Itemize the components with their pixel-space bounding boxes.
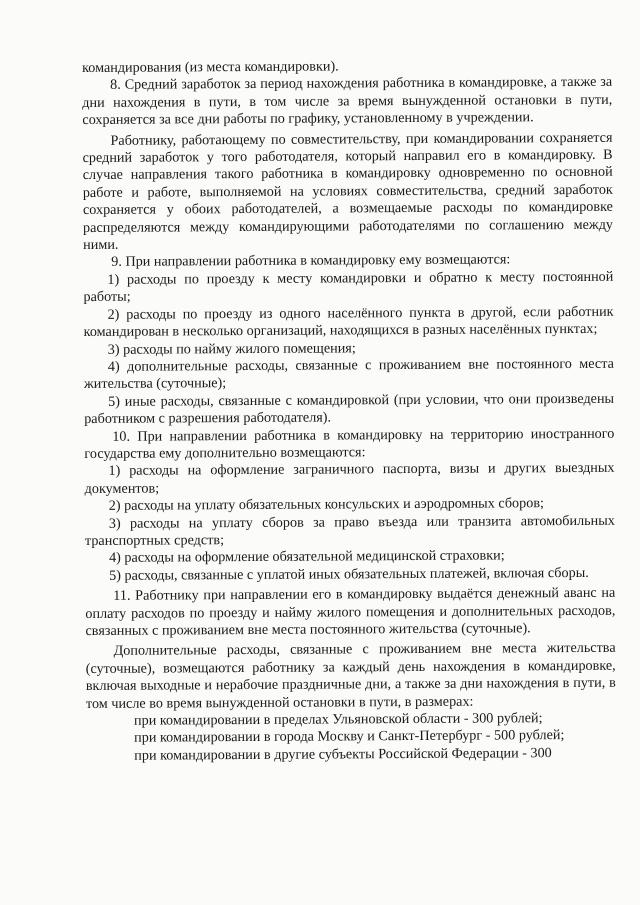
paragraph-item-10: 10. При направлении работника в командировку на территорию иностранного государства ему дополнительно возмещаются: bbox=[84, 425, 615, 462]
list-item-10-3: 3) расходы на уплату сборов за право въезда или транзита автомобильных транспортных средств; bbox=[84, 512, 615, 549]
list-item-10-2: 2) расходы на уплату обязательных консульских и аэродромных сборов; bbox=[108, 495, 545, 515]
list-item-10-4: 4) расходы на оформление обязательной медицинской страховки; bbox=[108, 547, 505, 567]
rate-ulyanovsk: при командировании в пределах Ульяновской области - 300 рублей; bbox=[133, 710, 543, 729]
document-body bbox=[82, 57, 616, 765]
paragraph-item-8: 8. Средний заработок за период нахождения работника в командировке, а также за дни нахождения в пути, в том числе за время вынужденной остановки в пути, сохраняется за все дни работы по графику, установленному в учреждении. bbox=[82, 74, 613, 129]
rate-other-regions: при командировании в другие субъекты Российской Федерации - 300 bbox=[134, 744, 552, 764]
list-item-9-2: 2) расходы по проезду из одного населённого пункта в другой, если работник командирован в несколько организаций, находящихся в разных населённых пунктах; bbox=[83, 303, 614, 341]
list-item-9-4: 4) дополнительные расходы, связанные с проживанием вне постоянного места жительства (суточные); bbox=[83, 355, 614, 393]
paragraph-continuation: командирования (из места командировки). bbox=[82, 58, 339, 76]
paragraph-part-time: Работнику, работающему по совместительству, при командировании сохраняется средний заработок у того работодателя, который направил его в командировку. В случае направления такого работника в командировку одновременно по основной работе и работе, выполняемой на условиях совместительства, средний заработок сохраняется у обоих работодателей, а возмещаемые расходы по командировке распределяются между командирующими работодателями по соглашению между ними. bbox=[82, 129, 614, 254]
paragraph-item-9: 9. При направлении работника в командировку ему возмещаются: bbox=[111, 251, 511, 271]
list-item-10-5: 5) расходы, связанные с уплатой иных обязательных платежей, включая сборы. bbox=[109, 564, 589, 584]
list-item-10-1: 1) расходы на оформление заграничного паспорта, визы и других выездных документов; bbox=[84, 460, 615, 497]
list-item-9-3: 3) расходы по найму жилого помещения; bbox=[107, 339, 356, 358]
list-item-9-5: 5) иные расходы, связанные с командировкой (при условии, что они произведены работником с разрешения работодателя). bbox=[84, 390, 615, 428]
paragraph-per-diem: Дополнительные расходы, связанные с проживанием вне места жительства (суточные), возмещаются работнику за каждый день нахождения в командировке, включая выходные и нерабочие праздничные дни, а также за дни нахождения в пути, в том числе во время вынужденной остановки в пути, в размерах: bbox=[85, 640, 616, 712]
list-item-9-1: 1) расходы по проезду к месту командировки и обратно к месту постоянной работы; bbox=[83, 268, 614, 306]
rate-moscow-spb: при командировании в города Москву и Санкт-Петербург - 500 рублей; bbox=[134, 727, 565, 747]
paragraph-item-11: 11. Работнику при направлении его в командировку выдаётся денежный аванс на оплату расходов по проезду и найму жилого помещения и дополнительных расходов, связанных с проживанием вне места постоянного жительства (суточные). bbox=[85, 584, 616, 639]
